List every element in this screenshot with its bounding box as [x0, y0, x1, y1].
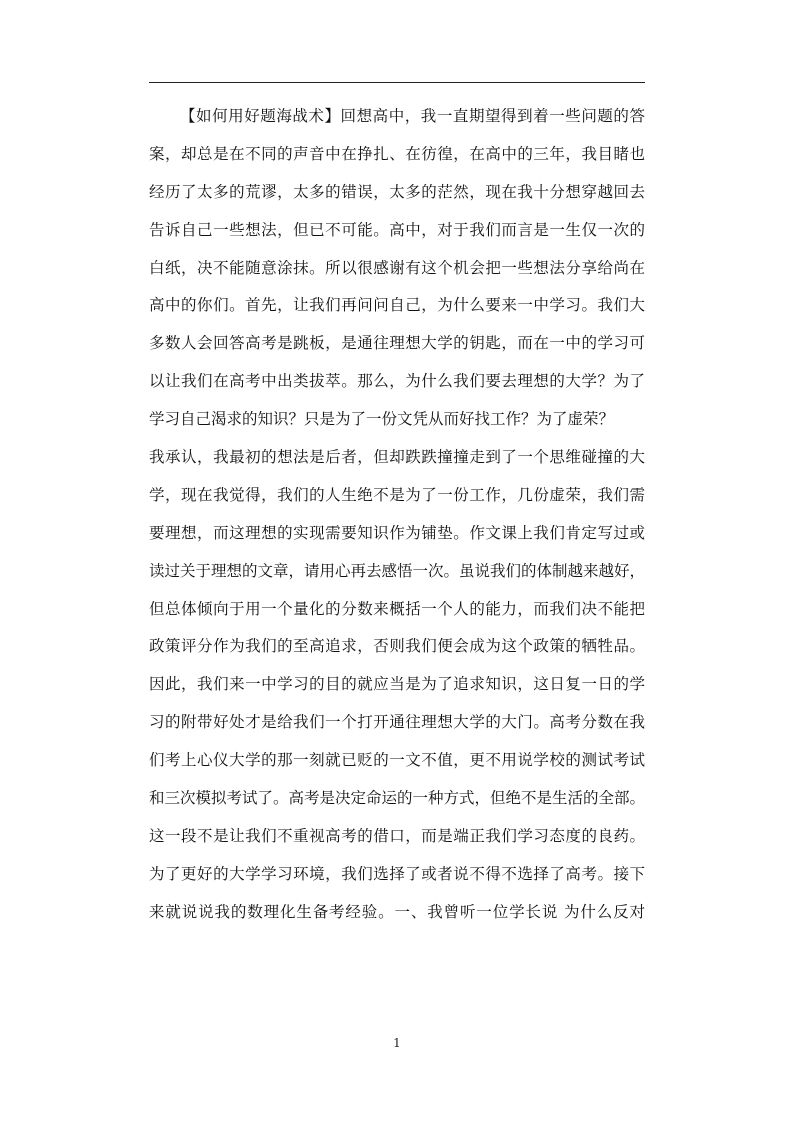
text-line: 以让我们在高考中出类拔萃。那么，为什么我们要去理想的大学？为了	[149, 372, 645, 391]
header-rule	[149, 82, 645, 83]
text-line: 们考上心仪大学的那一刻就已贬的一文不值，更不用说学校的测试考试	[149, 751, 645, 770]
text-line: 高中的你们。首先，让我们再问问自己，为什么要来一中学习。我们大	[149, 296, 645, 315]
text-line: 要理想，而这理想的实现需要知识作为铺垫。作文课上我们肯定写过或	[149, 523, 645, 542]
text-line: 因此，我们来一中学习的目的就应当是为了追求知识，这日复一日的学	[149, 675, 645, 694]
text-line: 政策评分作为我们的至高追求，否则我们便会成为这个政策的牺牲品。	[149, 637, 645, 656]
page-number: 1	[393, 1036, 401, 1050]
text-line: 习的附带好处才是给我们一个打开通往理想大学的大门。高考分数在我	[149, 713, 645, 732]
text-line: 【如何用好题海战术】回想高中，我一直期望得到着一些问题的答	[180, 107, 645, 125]
document-body	[149, 98, 645, 932]
text-line: 我承认，我最初的想法是后者，但却跌跌撞撞走到了一个思维碰撞的大	[149, 448, 645, 467]
text-line: 案，却总是在不同的声音中在挣扎、在彷徨，在高中的三年，我目睹也	[149, 144, 645, 163]
text-line: 和三次模拟考试了。高考是决定命运的一种方式，但绝不是生活的全部。	[149, 789, 645, 808]
text-line: 来就说说我的数理化生备考经验。一、我曾听一位学长说 为什么反对	[149, 902, 645, 921]
text-line: 这一段不是让我们不重视高考的借口，而是端正我们学习态度的良药。	[149, 826, 645, 845]
text-line: 读过关于理想的文章，请用心再去感悟一次。虽说我们的体制越来越好，	[149, 561, 645, 580]
text-line: 告诉自己一些想法，但已不可能。高中，对于我们而言是一生仅一次的	[149, 220, 645, 239]
text-line: 多数人会回答高考是跳板，是通往理想大学的钥匙，而在一中的学习可	[149, 334, 645, 353]
text-line: 经历了太多的荒谬，太多的错误，太多的茫然，现在我十分想穿越回去	[149, 182, 645, 201]
text-line: 为了更好的大学学习环境，我们选择了或者说不得不选择了高考。接下	[149, 864, 645, 883]
text-line: 学习自己渴求的知识？只是为了一份文凭从而好找工作？为了虚荣？	[149, 410, 615, 429]
text-line: 白纸，决不能随意涂抹。所以很感谢有这个机会把一些想法分享给尚在	[149, 258, 645, 277]
text-line: 但总体倾向于用一个量化的分数来概括一个人的能力，而我们决不能把	[149, 599, 645, 618]
text-line: 学，现在我觉得，我们的人生绝不是为了一份工作，几份虚荣，我们需	[149, 485, 645, 504]
